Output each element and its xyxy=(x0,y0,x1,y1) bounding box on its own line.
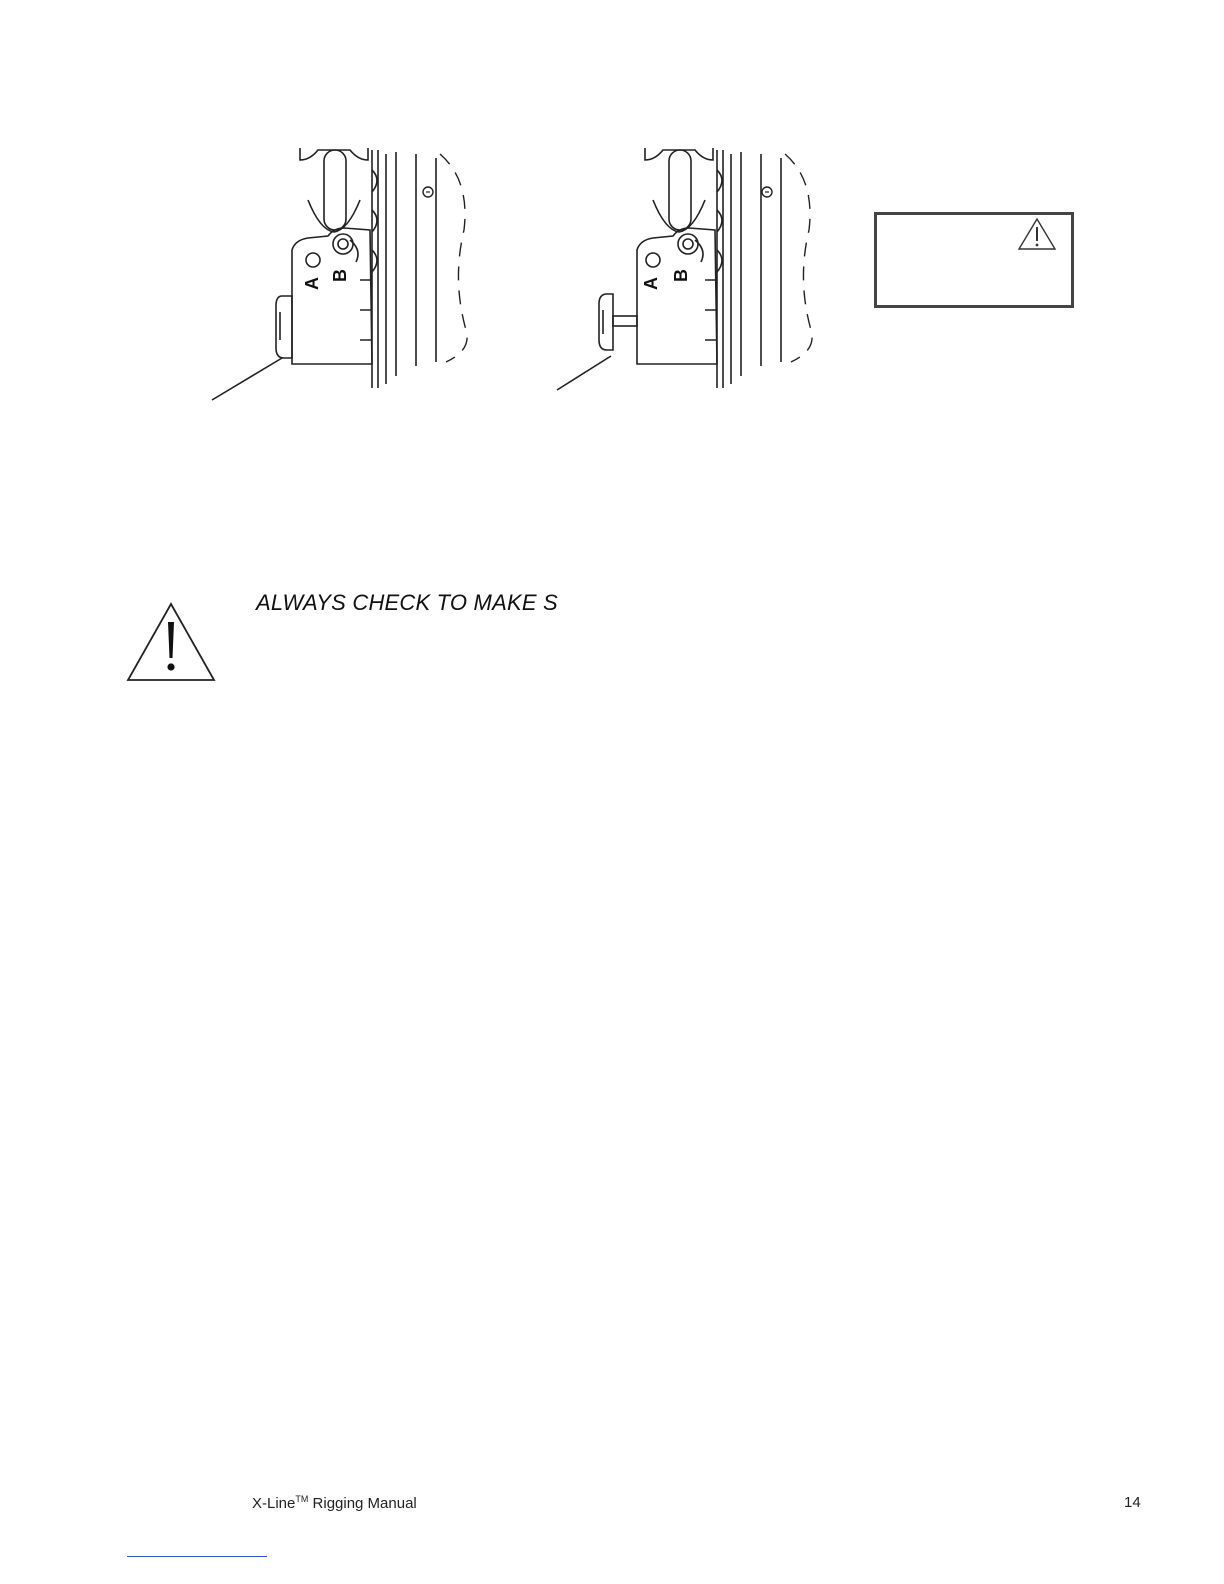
footer-title-name: X-Line xyxy=(252,1495,296,1512)
trademark-mark: TM xyxy=(295,1494,309,1504)
footer-title-suffix: Rigging Manual xyxy=(308,1495,417,1512)
hyperlink-underline[interactable] xyxy=(127,1556,267,1557)
label-a-left: A xyxy=(302,277,322,290)
caution-text: ALWAYS CHECK TO MAKE S xyxy=(256,590,558,615)
rigging-figure-right xyxy=(545,140,835,410)
footer-title xyxy=(252,1494,417,1512)
caution-triangle-icon xyxy=(124,600,218,684)
label-b-right: B xyxy=(671,269,691,282)
warning-box xyxy=(874,212,1074,308)
rigging-figure-left xyxy=(200,140,490,410)
label-b-left: B xyxy=(330,269,350,282)
page-number: 14 xyxy=(1124,1494,1141,1511)
warning-triangle-icon xyxy=(1017,217,1057,251)
label-a-right: A xyxy=(641,277,661,290)
